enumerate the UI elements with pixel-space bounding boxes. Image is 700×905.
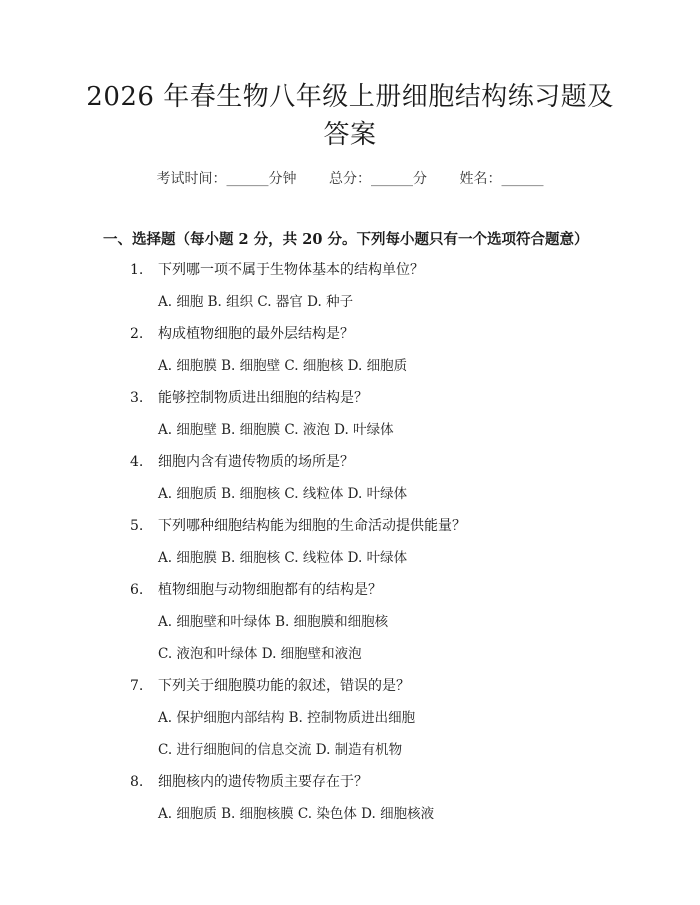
question-options: [0, 548, 700, 580]
question-options: [0, 740, 700, 772]
option-line: A. 细胞壁和叶绿体 B. 细胞膜和细胞核: [158, 614, 389, 630]
question-text: 能够控制物质进出细胞的结构是？: [158, 390, 368, 406]
question-text: 下列哪一项不属于生物体基本的结构单位？: [158, 262, 424, 278]
question-text: 植物细胞与动物细胞都有的结构是？: [158, 582, 382, 598]
question-item: [0, 580, 700, 612]
question-options: [0, 708, 700, 740]
exam-time: 考试时间：______分钟: [156, 171, 297, 187]
document-title-line-2: 答案: [323, 120, 377, 150]
option-line: A. 细胞 B. 组织 C. 器官 D. 种子: [158, 294, 354, 310]
question-options: [0, 484, 700, 516]
question-number: 8.: [130, 774, 144, 790]
question-list: [0, 260, 700, 836]
question-item: [0, 772, 700, 804]
option-line: C. 液泡和叶绿体 D. 细胞壁和液泡: [158, 646, 362, 662]
option-line: A. 细胞膜 B. 细胞核 C. 线粒体 D. 叶绿体: [158, 550, 408, 566]
question-item: [0, 388, 700, 420]
question-item: [0, 452, 700, 484]
option-line: C. 进行细胞间的信息交流 D. 制造有机物: [158, 742, 403, 758]
question-number: 5.: [130, 518, 144, 534]
question-text: 下列关于细胞膜功能的叙述，错误的是？: [158, 678, 410, 694]
question-number: 1.: [130, 262, 144, 278]
question-options: [0, 292, 700, 324]
question-text: 细胞核内的遗传物质主要存在于？: [158, 774, 368, 790]
exam-score: 总分：______分: [329, 171, 427, 187]
option-line: A. 保护细胞内部结构 B. 控制物质进出细胞: [158, 710, 416, 726]
question-item: [0, 324, 700, 356]
question-number: 7.: [130, 678, 144, 694]
exam-meta: [0, 168, 700, 188]
question-item: [0, 260, 700, 292]
question-text: 构成植物细胞的最外层结构是？: [158, 326, 354, 342]
question-options: [0, 804, 700, 836]
student-name: 姓名：______: [459, 171, 544, 187]
question-options: [0, 356, 700, 388]
question-text: 下列哪种细胞结构能为细胞的生命活动提供能量？: [158, 518, 466, 534]
question-options: [0, 644, 700, 676]
document-title-line-1: 2026 年春生物八年级上册细胞结构练习题及: [86, 82, 614, 112]
question-options: [0, 420, 700, 452]
option-line: A. 细胞膜 B. 细胞壁 C. 细胞核 D. 细胞质: [158, 358, 408, 374]
option-line: A. 细胞质 B. 细胞核 C. 线粒体 D. 叶绿体: [158, 486, 408, 502]
option-line: A. 细胞质 B. 细胞核膜 C. 染色体 D. 细胞核液: [158, 806, 435, 822]
question-number: 6.: [130, 582, 144, 598]
question-item: [0, 676, 700, 708]
question-options: [0, 612, 700, 644]
question-item: [0, 516, 700, 548]
section-heading-choice: 一、选择题（每小题 2 分，共 20 分。下列每小题只有一个选项符合题意）: [103, 231, 589, 248]
question-number: 3.: [130, 390, 144, 406]
question-number: 2.: [130, 326, 144, 342]
question-number: 4.: [130, 454, 144, 470]
question-text: 细胞内含有遗传物质的场所是？: [158, 454, 354, 470]
option-line: A. 细胞壁 B. 细胞膜 C. 液泡 D. 叶绿体: [158, 422, 394, 438]
